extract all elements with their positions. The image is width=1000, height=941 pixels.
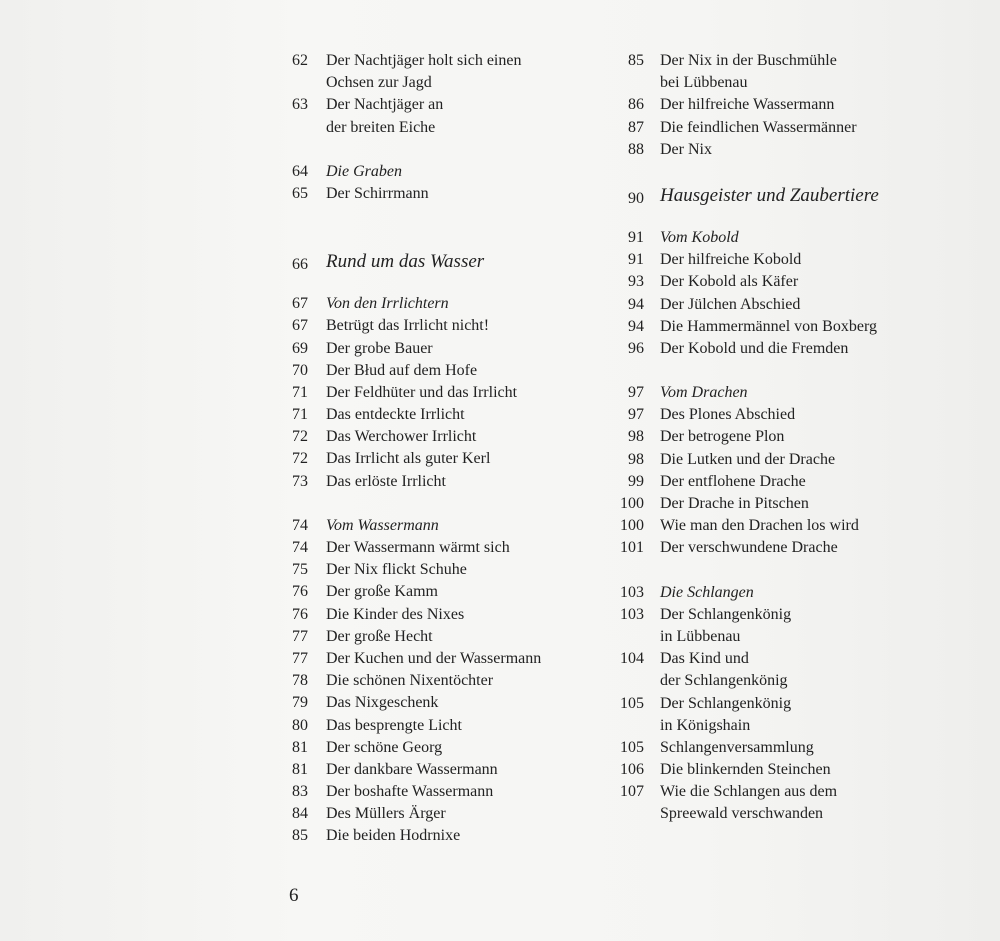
toc-entry: [600, 737, 920, 759]
toc-subsection-title: [600, 227, 920, 249]
toc-entry: [600, 471, 920, 493]
toc-entry: [270, 825, 590, 847]
toc-title: Rund um das Wasser: [326, 251, 485, 273]
toc-page-number: 101: [620, 539, 644, 557]
toc-title: Die feindlichen Wassermänner: [660, 118, 857, 136]
toc-page-number: 91: [628, 251, 644, 269]
toc-title: Der Nix flickt Schuhe: [326, 561, 467, 579]
toc-title: in Königshain: [660, 716, 751, 734]
toc-title: Der Schlangenkönig: [660, 694, 792, 712]
toc-page-number: 78: [292, 672, 308, 690]
toc-page-number: 67: [292, 317, 308, 335]
toc-entry: [270, 426, 590, 448]
toc-title: Das entdeckte Irrlicht: [326, 406, 465, 424]
toc-page-number: 70: [292, 361, 308, 379]
toc-entry: [270, 471, 590, 493]
toc-entry: [270, 183, 590, 205]
toc-entry: [270, 50, 590, 72]
toc-title: Der Kobold als Käfer: [660, 273, 799, 291]
toc-title: Das erlöste Irrlicht: [326, 472, 446, 490]
toc-entry: [270, 315, 590, 337]
toc-page-number: 105: [620, 738, 644, 756]
toc-entry: [600, 94, 920, 116]
toc-entry: [600, 449, 920, 471]
toc-title: Der hilfreiche Wassermann: [660, 96, 835, 114]
toc-title: Der Nachtjäger holt sich einen: [326, 52, 522, 69]
toc-spacer: [270, 205, 590, 227]
toc-title: Der Kuchen und der Wassermann: [326, 649, 542, 667]
toc-page-number: 97: [628, 384, 644, 402]
toc-page-number: 85: [292, 827, 308, 845]
toc-entry: [270, 117, 590, 139]
toc-page-number: 64: [292, 162, 308, 180]
toc-page-number: 100: [620, 517, 644, 535]
toc-title: Der Feldhüter und das Irrlicht: [326, 383, 518, 401]
toc-page-number: 62: [292, 52, 308, 69]
toc-page-number: 94: [628, 317, 644, 335]
toc-entry: [600, 715, 920, 737]
toc-title: Die Lutken und der Drache: [660, 450, 836, 468]
toc-entry: [270, 604, 590, 626]
toc-entry: [270, 404, 590, 426]
toc-entry: [270, 759, 590, 781]
toc-title: Das Kind und: [660, 650, 749, 668]
toc-entry: [600, 626, 920, 648]
toc-entry: [270, 670, 590, 692]
toc-title: Der große Kamm: [326, 583, 438, 601]
toc-entry: [270, 737, 590, 759]
toc-spacer: [600, 560, 920, 582]
toc-title: Der schöne Georg: [326, 738, 443, 756]
toc-page-number: 107: [620, 783, 644, 801]
toc-title: Der verschwundene Drache: [660, 539, 838, 557]
toc-page-number: 67: [292, 295, 308, 313]
toc-page-number: 96: [628, 339, 644, 357]
toc-title: Der große Hecht: [326, 627, 433, 645]
toc-page-number: 79: [292, 694, 308, 712]
toc-page-number: 90: [628, 189, 644, 207]
toc-page-number: 65: [292, 184, 308, 202]
toc-title: Die Hammermännel von Boxberg: [660, 317, 877, 335]
toc-title: Des Plones Abschied: [660, 406, 796, 424]
toc-page-number: 88: [628, 140, 644, 158]
toc-title: Der boshafte Wassermann: [326, 783, 494, 801]
toc-subsection-title: [600, 382, 920, 404]
toc-entry: [600, 515, 920, 537]
toc-page-number: 84: [292, 805, 308, 823]
toc-title: Die Graben: [326, 162, 402, 180]
toc-page-number: 99: [628, 472, 644, 490]
toc-page-number: 72: [292, 428, 308, 446]
toc-title: Die schönen Nixentöchter: [326, 672, 494, 690]
toc-page-number: 76: [292, 605, 308, 623]
toc-entry: [600, 404, 920, 426]
toc-entry: [270, 692, 590, 714]
toc-page-number: 77: [292, 627, 308, 645]
toc-subsection-title: [270, 515, 590, 537]
toc-entry: [600, 338, 920, 360]
toc-page-number: 75: [292, 561, 308, 579]
toc-page-number: 106: [620, 761, 644, 779]
toc-page-number: 98: [628, 428, 644, 446]
toc-title: Der Nix in der Buschmühle: [660, 52, 837, 69]
toc-title: Die blinkernden Steinchen: [660, 761, 831, 779]
toc-title: Die Schlangen: [660, 583, 754, 601]
toc-entry: [600, 294, 920, 316]
toc-entry: [270, 626, 590, 648]
toc-title: Der Schirrmann: [326, 184, 429, 202]
toc-page-number: 91: [628, 228, 644, 246]
toc-title: Der Wassermann wärmt sich: [326, 539, 510, 556]
toc-title: Das Werchower Irrlicht: [326, 428, 477, 446]
toc-entry: [600, 803, 920, 825]
toc-page-number: 72: [292, 450, 308, 468]
toc-entry: [270, 559, 590, 581]
toc-title: Betrügt das Irrlicht nicht!: [326, 317, 490, 335]
toc-page-number: 87: [628, 118, 644, 136]
toc-title: Der Jülchen Abschied: [660, 295, 801, 313]
toc-page-number: 104: [620, 650, 644, 668]
toc-title: der breiten Eiche: [326, 118, 436, 136]
toc-entry: [600, 271, 920, 293]
toc-title: Vom Drachen: [660, 384, 748, 402]
toc-page-number: 77: [292, 649, 308, 667]
toc-entry: [600, 781, 920, 803]
toc-entry: [600, 693, 920, 715]
toc-entry: [270, 715, 590, 737]
toc-entry: [600, 537, 920, 559]
toc-entry: [600, 648, 920, 670]
toc-title: Ochsen zur Jagd: [326, 74, 432, 92]
toc-spacer: [600, 161, 920, 183]
toc-page-number: 71: [292, 406, 308, 424]
toc-entry: [270, 382, 590, 404]
toc-title: Spreewald verschwanden: [660, 805, 824, 823]
toc-title: Das besprengte Licht: [326, 716, 462, 734]
toc-subsection-title: [270, 161, 590, 183]
toc-entry: [600, 493, 920, 515]
toc-page-number: 74: [292, 539, 308, 556]
toc-entry: [600, 50, 920, 72]
toc-title: Der entflohene Drache: [660, 472, 806, 490]
toc-title: Der dankbare Wassermann: [326, 760, 498, 778]
toc-page-number: 81: [292, 760, 308, 778]
toc-entry: [270, 537, 590, 559]
toc-entry: [270, 803, 590, 825]
toc-title: Der betrogene Plon: [660, 428, 785, 446]
toc-spacer: [270, 139, 590, 161]
toc-entry: [600, 117, 920, 139]
toc-entry: [270, 360, 590, 382]
toc-title: Von den Irrlichtern: [326, 295, 449, 313]
toc-spacer: [270, 227, 590, 249]
toc-page-number: 98: [628, 450, 644, 468]
toc-page-number: 66: [292, 256, 308, 274]
toc-page-number: 103: [620, 605, 644, 623]
toc-subsection-title: [270, 293, 590, 315]
toc-page-number: 69: [292, 339, 308, 357]
toc-title: Der Błud auf dem Hofe: [326, 361, 478, 379]
toc-entry: [600, 316, 920, 338]
toc-entry: [270, 581, 590, 603]
toc-entry: [600, 249, 920, 271]
toc-page-number: 97: [628, 406, 644, 424]
toc-title: Der grobe Bauer: [326, 339, 433, 357]
toc-title: in Lübbenau: [660, 627, 741, 645]
toc-spacer: [600, 360, 920, 382]
page-number: 6: [289, 885, 299, 906]
toc-title: Das Nixgeschenk: [326, 694, 439, 712]
toc-section-heading: [270, 249, 590, 293]
toc-title: Die Kinder des Nixes: [326, 605, 465, 623]
toc-entry: [600, 604, 920, 626]
toc-entry: [600, 759, 920, 781]
toc-entry: [600, 72, 920, 94]
toc-title: Das Irrlicht als guter Kerl: [326, 450, 491, 468]
toc-title: Der Nachtjäger an: [326, 96, 444, 114]
toc-title: Des Müllers Ärger: [326, 805, 446, 823]
toc-title: Wie die Schlangen aus dem: [660, 783, 838, 801]
toc-entry: [600, 139, 920, 161]
toc-title: der Schlangenkönig: [660, 672, 788, 690]
toc-page-number: 73: [292, 472, 308, 490]
toc-page-number: 63: [292, 96, 308, 114]
toc-subsection-title: [600, 582, 920, 604]
toc-spacer: [270, 493, 590, 515]
toc-entry: [270, 72, 590, 94]
toc-page-number: 83: [292, 783, 308, 801]
toc-page-number: 81: [292, 738, 308, 756]
toc-title: Die beiden Hodrnixe: [326, 827, 461, 845]
toc-title: Wie man den Drachen los wird: [660, 517, 859, 535]
toc-page-number: 76: [292, 583, 308, 601]
toc-page-number: 105: [620, 694, 644, 712]
toc-entry: [600, 426, 920, 448]
toc-title: Vom Wassermann: [326, 516, 439, 534]
toc-page-number: 71: [292, 383, 308, 401]
toc-entry: [270, 781, 590, 803]
toc-page-number: 86: [628, 96, 644, 114]
toc-entry: [270, 94, 590, 116]
toc-page-number: 94: [628, 295, 644, 313]
toc-entry: [270, 448, 590, 470]
toc-column-right: [600, 50, 920, 826]
toc-page-number: 93: [628, 273, 644, 291]
toc-entry: [600, 670, 920, 692]
toc-title: Der Kobold und die Fremden: [660, 339, 849, 357]
toc-title: Der Nix: [660, 140, 712, 158]
toc-page-number: 85: [628, 52, 644, 69]
toc-title: Vom Kobold: [660, 228, 739, 246]
toc-title: bei Lübbenau: [660, 74, 748, 92]
toc-page-number: 74: [292, 516, 308, 534]
toc-title: Schlangenversammlung: [660, 738, 814, 756]
toc-page-number: 80: [292, 716, 308, 734]
toc-entry: [270, 338, 590, 360]
toc-title: Der hilfreiche Kobold: [660, 251, 802, 269]
toc-page-number: 103: [620, 583, 644, 601]
toc-title: Der Drache in Pitschen: [660, 495, 809, 512]
toc-title: Der Schlangenkönig: [660, 605, 792, 623]
toc-column-left: [270, 50, 590, 848]
toc-title: Hausgeister und Zaubertiere: [660, 184, 879, 206]
toc-page-number: 100: [620, 495, 644, 512]
toc-entry: [270, 648, 590, 670]
toc-section-heading: [600, 183, 920, 227]
